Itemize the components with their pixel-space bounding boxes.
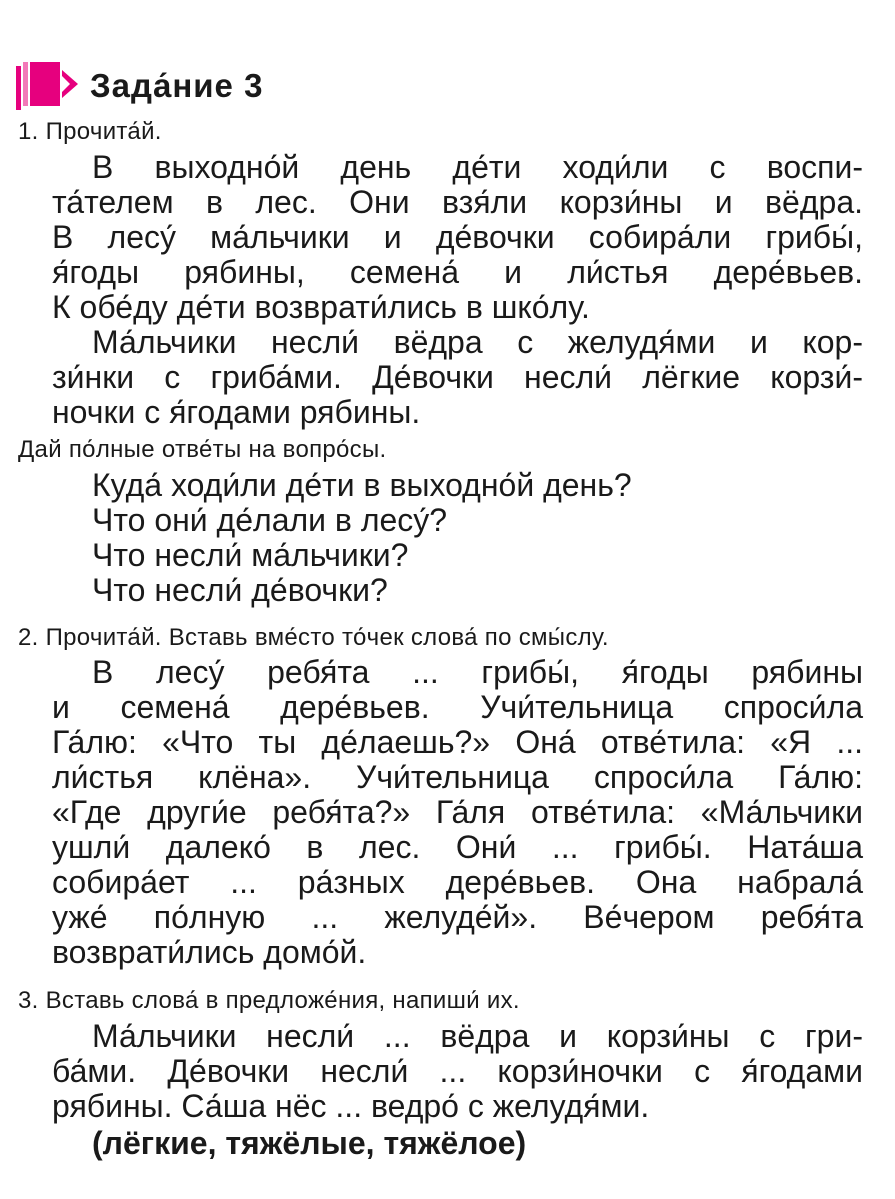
question-item: Куда́ ходи́ли де́ти в выходно́й день? bbox=[92, 467, 632, 503]
section1-para1-line: я́годы рябины, семена́ и ли́стья дере́вьев. bbox=[52, 254, 863, 290]
section2-instruction: 2. Прочита́й. Вставь вме́сто то́чек слова́ по смы́слу. bbox=[18, 624, 609, 651]
section1-para1-line: В лесу́ ма́льчики и де́вочки собира́ли грибы́, bbox=[52, 219, 863, 255]
section2-para-line: Га́лю: «Что ты де́лаешь?» Она́ отве́тила: «Я ... bbox=[52, 724, 863, 760]
section2-para-line: и семена́ дере́вьев. Учи́тельница спроси́ла bbox=[52, 689, 863, 725]
section2-para-line: собира́ет ... ра́зных дере́вьев. Она набрала́ bbox=[52, 864, 863, 900]
questions-instruction: Дай по́лные отве́ты на вопро́сы. bbox=[18, 436, 387, 463]
section3-para-line: рябины. Са́ша нёс ... ведро́ с желудя́ми. bbox=[52, 1088, 650, 1124]
section1-para2-line: Ма́льчики несли́ вёдра с желудя́ми и кор- bbox=[92, 324, 863, 360]
section3-para-line: ба́ми. Де́вочки несли́ ... корзи́ночки с я́годами bbox=[52, 1053, 863, 1089]
section3-para-line: Ма́льчики несли́ ... вёдра и корзи́ны с гри- bbox=[92, 1018, 863, 1054]
task-header bbox=[14, 58, 263, 114]
section1-para2-line: зи́нки с гриба́ми. Де́вочки несли́ лёгкие корзи́- bbox=[52, 359, 863, 395]
section1-para2-line: ночки с я́годами рябины. bbox=[52, 394, 421, 430]
section1-instruction: 1. Прочита́й. bbox=[18, 118, 162, 145]
question-item: Что несли́ де́вочки? bbox=[92, 572, 388, 608]
question-item: Что несли́ ма́льчики? bbox=[92, 537, 409, 573]
section2-para-line: уже́ по́лную ... желуде́й». Ве́чером ребя́та bbox=[52, 899, 863, 935]
book-arrow-icon bbox=[14, 58, 84, 114]
section3-instruction: 3. Вставь слова́ в предложе́ния, напиши́ их. bbox=[18, 987, 520, 1014]
task-title: Зада́ние 3 bbox=[90, 67, 264, 104]
section2-para-line: возврати́лись домо́й. bbox=[52, 934, 367, 970]
section1-para1-line: К обе́ду де́ти возврати́лись в шко́лу. bbox=[52, 289, 590, 325]
section1-para1-line: В выходно́й день де́ти ходи́ли с воспи- bbox=[92, 149, 863, 185]
section2-para-line: В лесу́ ребя́та ... грибы́, я́годы рябины bbox=[92, 654, 863, 690]
section2-para-line: ли́стья клёна». Учи́тельница спроси́ла Га́лю: bbox=[52, 759, 863, 795]
section1-para1-line: та́телем в лес. Они взя́ли корзи́ны и вёдра. bbox=[52, 184, 863, 220]
section2-para-line: ушли́ далеко́ в лес. Они́ ... грибы́. Ната́ша bbox=[52, 829, 863, 865]
word-choices: (лёгкие, тяжёлые, тяжёлое) bbox=[92, 1125, 527, 1161]
section2-para-line: «Где други́е ребя́та?» Га́ля отве́тила: «Ма́льчики bbox=[52, 794, 863, 830]
question-item: Что они́ де́лали в лесу́? bbox=[92, 502, 448, 538]
